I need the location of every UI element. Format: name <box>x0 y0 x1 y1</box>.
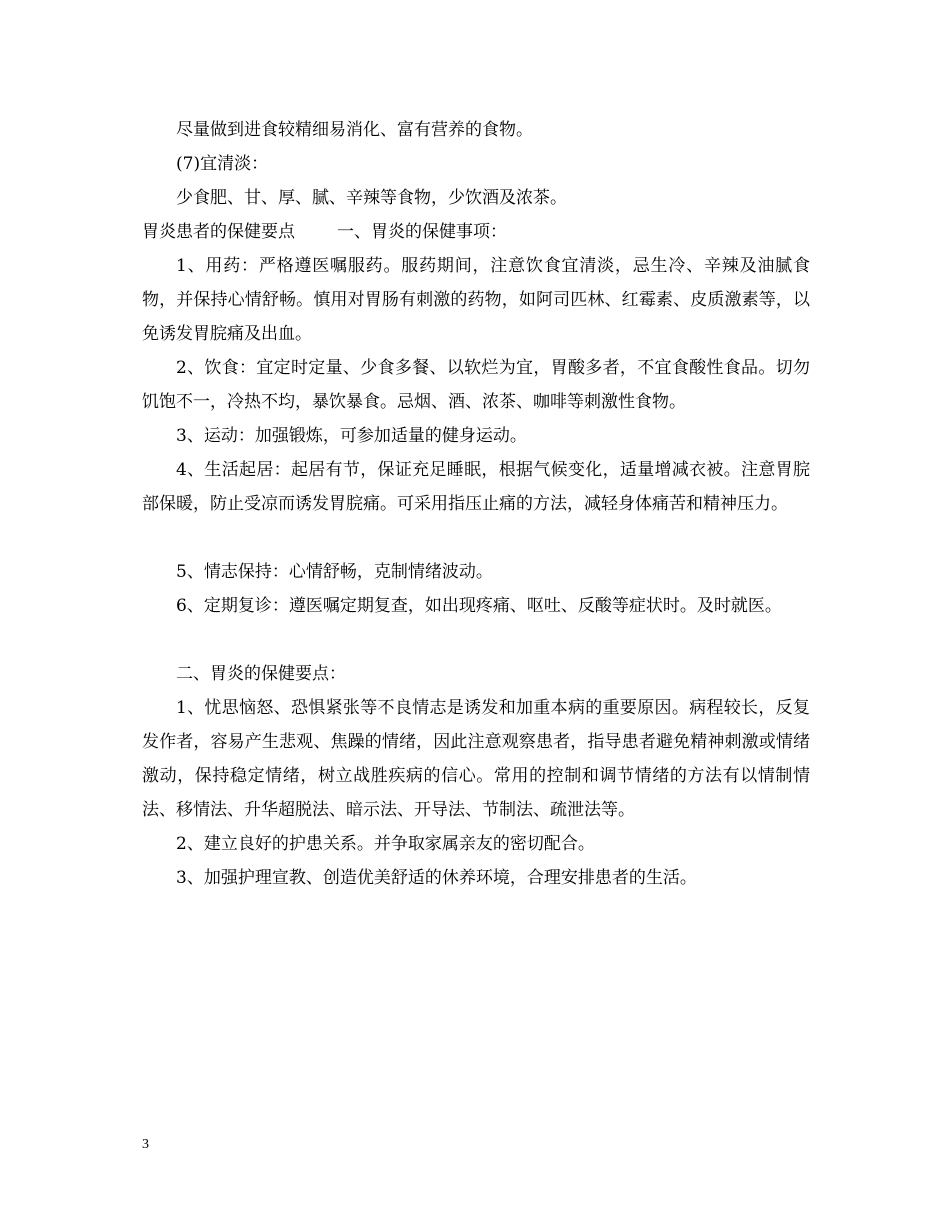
paragraph: 5、情志保持：心情舒畅，克制情绪波动。 <box>176 562 493 582</box>
paragraph: 1、忧思恼怒、恐惧紧张等不良情志是诱发和加重本病的重要原因。病程较长，反复发作者，容易产生悲观、焦躁的情绪，因此注意观察患者，指导患者避免精神刺激或情绪激动，保持稳定情绪，树立战胜疾病的信心。常用的控制和调节情绪的方法有以情制情法、移情法、升华超脱法、暗示法、开导法、节制法、疏泄法等。 <box>142 698 810 820</box>
paragraph: 尽量做到进食较精细易消化、富有营养的食物。 <box>176 120 533 140</box>
paragraph: 少食肥、甘、厚、腻、辛辣等食物，少饮酒及浓茶。 <box>176 188 567 208</box>
document-title: 胃炎患者的保健要点 <box>142 222 295 242</box>
paragraph: 3、运动：加强锻炼，可参加适量的健身运动。 <box>176 426 527 446</box>
paragraph: 1、用药：严格遵医嘱服药。服药期间，注意饮食宜清淡，忌生冷、辛辣及油腻食物，并保持心情舒畅。慎用对胃肠有刺激的药物，如阿司匹林、红霉素、皮质激素等，以免诱发胃脘痛及出血。 <box>142 256 810 344</box>
page-number: 3 <box>142 1137 149 1152</box>
paragraph: 2、饮食：宜定时定量、少食多餐、以软烂为宜，胃酸多者，不宜食酸性食品。切勿饥饱不一，冷热不均，暴饮暴食。忌烟、酒、浓茶、咖啡等刺激性食物。 <box>142 358 810 412</box>
section-heading: 二、胃炎的保健要点： <box>176 664 346 684</box>
paragraph: 6、定期复诊：遵医嘱定期复查，如出现疼痛、呕吐、反酸等症状时。及时就医。 <box>176 596 782 616</box>
section-heading-line <box>142 215 810 249</box>
paragraph: 3、加强护理宣教、创造优美舒适的休养环境，合理安排患者的生活。 <box>176 868 697 888</box>
paragraph: 2、建立良好的护患关系。并争取家属亲友的密切配合。 <box>176 834 595 854</box>
paragraph: 4、生活起居：起居有节，保证充足睡眠，根据气候变化，适量增减衣被。注意胃脘部保暖，防止受凉而诱发胃脘痛。可采用指压止痛的方法，减轻身体痛苦和精神压力。 <box>142 460 810 514</box>
section-heading: 一、胃炎的保健事项： <box>337 222 507 242</box>
paragraph: (7)宜清淡： <box>176 154 269 174</box>
